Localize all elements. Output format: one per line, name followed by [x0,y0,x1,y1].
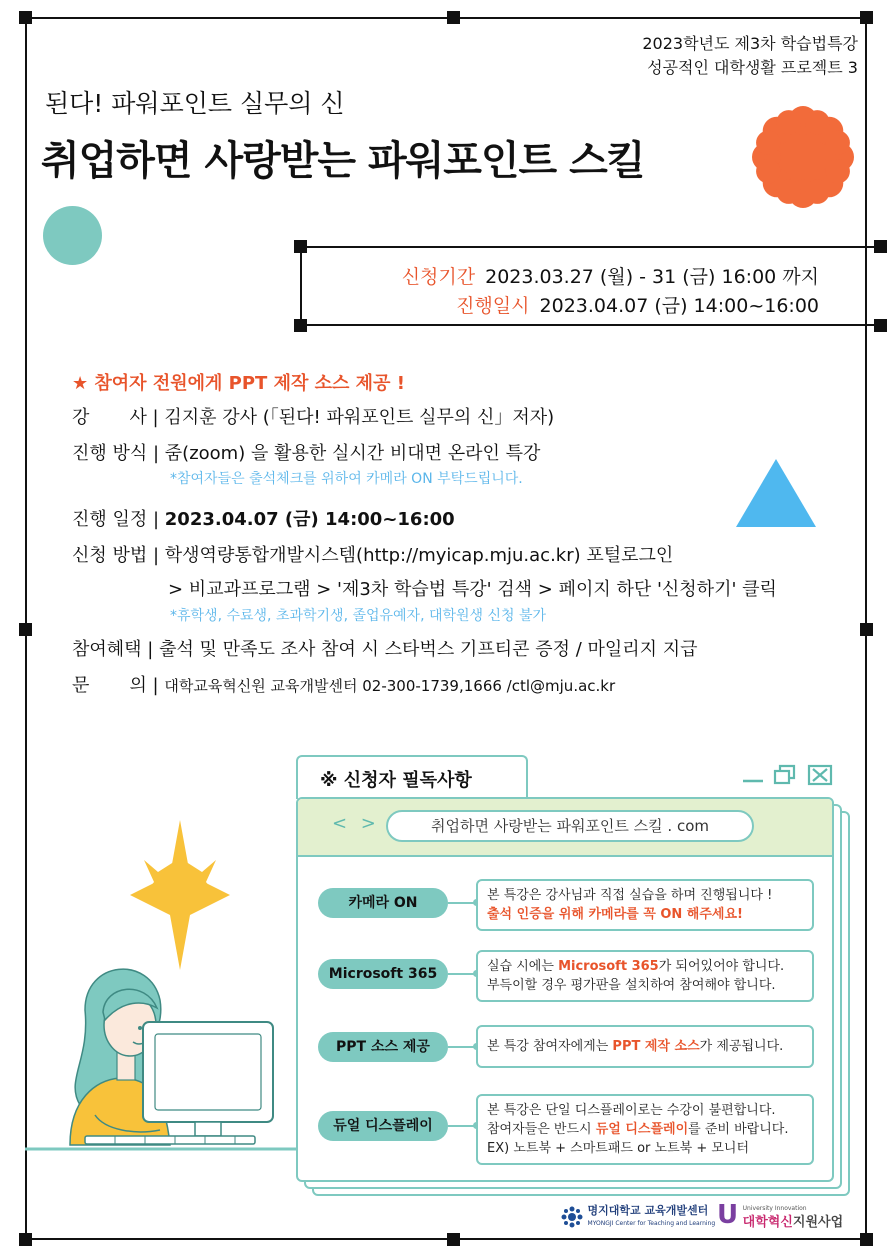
frame-handle [19,1233,32,1246]
desc-camera-on [476,879,814,931]
desc-line: EX) 노트북 + 스마트패드 or 노트북 + 모니터 [487,1141,750,1156]
frame-handle [860,1233,873,1246]
notice-window-tab[interactable]: ※ 신청자 필독사항 [296,755,528,799]
connector [448,902,476,904]
nav-arrows-icon[interactable]: < > [332,813,380,834]
method-value: 줌(zoom) 을 활용한 실시간 비대면 온라인 특강 [164,443,541,464]
frame-handle [860,11,873,24]
notice-window [296,797,834,1182]
desc-ppt-source [476,1025,814,1068]
restore-icon[interactable] [773,764,797,791]
browser-bar [298,799,832,857]
desc-line: 참여자들은 반드시 듀얼 디스플레이를 준비 바랍니다. [487,1122,789,1137]
apply-period-value: 2023.03.27 (월) - 31 (금) 16:00 까지 [485,266,819,288]
frame-handle [447,11,460,24]
apply-period [402,262,819,289]
url-bar[interactable]: 취업하면 사랑받는 파워포인트 스킬 . com [386,810,754,842]
u-logo-icon: U [717,1200,739,1230]
period-box-handle [294,319,307,332]
desc-line: 부득이할 경우 평가판을 설치하여 참여해야 합니다. [487,978,776,993]
desc-line: 본 특강은 단일 디스플레이로는 수강이 불편합니다. [487,1103,776,1118]
contact-value: 대학교육혁신원 교육개발센터 02-300-1739,1666 /ctl@mju.ac.kr [164,677,616,695]
desc-line: 본 특강 참여자에게는 PPT 제작 소스가 제공됩니다. [487,1039,784,1054]
benefit-label: 참여혜택 | [72,639,160,660]
frame-handle [447,1233,460,1246]
mju-emblem-icon [561,1206,583,1228]
pill-camera-on: 카메라 ON [318,888,448,918]
connector [448,973,476,975]
instructor-value: 김지훈 강사 (「된다! 파워포인트 실무의 신」저자) [164,407,555,428]
innovation-small: University Innovation [742,1205,807,1212]
contact-row [72,671,615,697]
date-row [72,505,455,531]
period-box-handle [874,319,887,332]
frame-handle [19,11,32,24]
connector [448,1125,476,1127]
contact-label: 문 의 | [72,675,165,696]
method-row [72,439,540,465]
header-line-2: 성공적인 대학생활 프로젝트 3 [647,58,858,77]
benefit-row [72,635,698,661]
instructor-row [72,403,554,429]
run-period [456,291,819,318]
period-box-handle [294,240,307,253]
benefit-value: 출석 및 만족도 조사 참여 시 스타벅스 기프티콘 증정 / 마일리지 지급 [159,639,698,660]
minimize-icon[interactable] [742,764,764,789]
apply-note: *휴학생, 수료생, 초과학기생, 졸업유예자, 대학원생 신청 불가 [170,608,547,624]
desc-dual-display [476,1094,814,1165]
close-icon[interactable] [807,764,833,791]
frame-handle [19,623,32,636]
apply-row-2: > 비교과프로그램 > '제3차 학습법 특강' 검색 > 페이지 하단 '신청하기' 클릭 [168,579,777,600]
method-note: *참여자들은 출석체크를 위하여 카메라 ON 부탁드립니다. [170,471,523,487]
desc-highlight: 출석 인증을 위해 카메라를 꼭 ON 해주세요! [487,907,743,922]
date-value: 2023.04.07 (금) 14:00~16:00 [164,509,455,530]
desc-line: 실습 시에는 Microsoft 365가 되어있어야 합니다. [487,959,785,974]
run-period-value: 2023.04.07 (금) 14:00~16:00 [539,295,819,317]
header-line-1: 2023학년도 제3차 학습법특강 [642,34,858,53]
pill-dual-display: 듀얼 디스플레이 [318,1111,448,1141]
pill-microsoft-365: Microsoft 365 [318,959,448,989]
apply-label: 신청 방법 | [72,545,165,566]
apply-period-label: 신청기간 [401,266,476,288]
connector [448,1046,476,1048]
date-label: 진행 일정 | [72,509,165,530]
university-innovation-logo [717,1200,843,1230]
apply-row [72,541,673,567]
headline-notice: ★ 참여자 전원에게 PPT 제작 소스 제공 ! [72,373,405,394]
teal-circle-decoration [43,206,102,265]
mju-ctl-logo [561,1205,715,1229]
woman-at-computer-illustration [25,930,315,1155]
apply-value: 학생역량통합개발시스템(http://myicap.mju.ac.kr) 포털로그인 [164,545,674,566]
frame-handle [860,623,873,636]
blue-triangle-icon [734,457,818,529]
desc-line: 본 특강은 강사님과 직접 실습을 하며 진행됩니다 ! [487,888,773,903]
mju-ctl-name: 명지대학교 교육개발센터 [587,1204,709,1217]
desc-microsoft-365 [476,950,814,1002]
period-box-handle [874,240,887,253]
orange-flower-icon [752,106,854,208]
innovation-b: 지원사업 [792,1215,844,1230]
instructor-label: 강 사 | [72,407,165,428]
subtitle: 된다! 파워포인트 실무의 신 [45,89,345,118]
pill-ppt-source: PPT 소스 제공 [318,1032,448,1062]
innovation-a: 대학혁신 [742,1215,793,1230]
method-label: 진행 방식 | [72,443,165,464]
page-title: 취업하면 사랑받는 파워포인트 스킬 [41,138,645,184]
run-period-label: 진행일시 [456,295,530,317]
mju-ctl-subname: MYONGJI Center for Teaching and Learning [587,1220,716,1227]
